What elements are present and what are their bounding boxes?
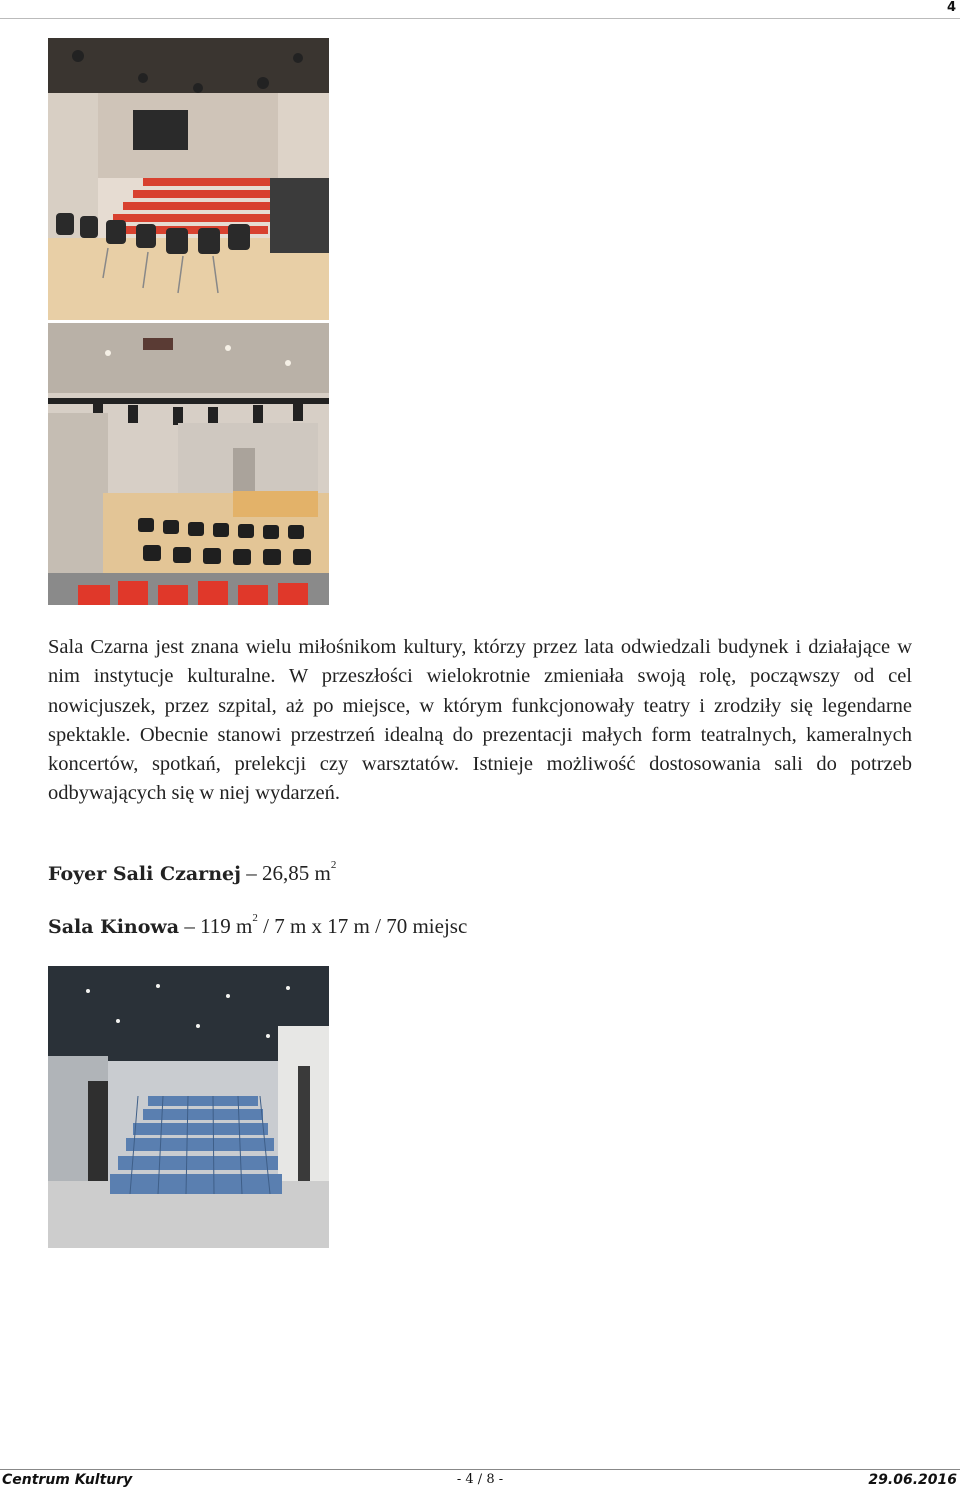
page-footer	[0, 1472, 960, 1490]
sala-czarna-photo-2	[48, 323, 329, 605]
sala-czarna-photo-1	[48, 38, 329, 320]
footer-date: 29.06.2016	[868, 1472, 957, 1488]
footer-page-count: - 4 / 8 -	[456, 1472, 504, 1487]
foyer-spec	[48, 861, 336, 886]
page-number: 4	[946, 0, 956, 15]
kino-area-unit-sup: 2	[252, 912, 258, 924]
foyer-area: – 26,85 m	[240, 861, 331, 885]
kino-spec	[48, 914, 467, 939]
kino-area: – 119 m	[179, 914, 253, 938]
header-divider	[0, 18, 960, 19]
description-paragraph: Sala Czarna jest znana wielu miłośnikom kultury, którzy przez lata odwiedzali budynek i działające w nim instytucje kulturalne. W przeszłości wielokrotnie zmieniała swoją rolę, począwszy od cel nowicjuszek, przez szpital, aż po miejsce, w którym funkcjonowały teatry i zrodziły się legendarne spektakle. Obecnie stanowi przestrzeń idealną do prezentacji małych form teatralnych, kameralnych koncertów, spotkań, prelekcji czy warsztatów. Istnieje możliwość dostosowania sali do potrzeb odbywających się w niej wydarzeń.	[48, 636, 912, 805]
kino-name: Sala Kinowa	[48, 916, 180, 938]
footer-organization: Centrum Kultury	[2, 1472, 133, 1488]
foyer-name: Foyer Sali Czarnej	[48, 863, 241, 885]
sala-kinowa-photo	[48, 966, 329, 1248]
footer-divider	[0, 1469, 960, 1470]
kino-dimensions: / 7 m x 17 m / 70 miejsc	[257, 914, 468, 938]
foyer-area-unit-sup: 2	[330, 859, 337, 871]
